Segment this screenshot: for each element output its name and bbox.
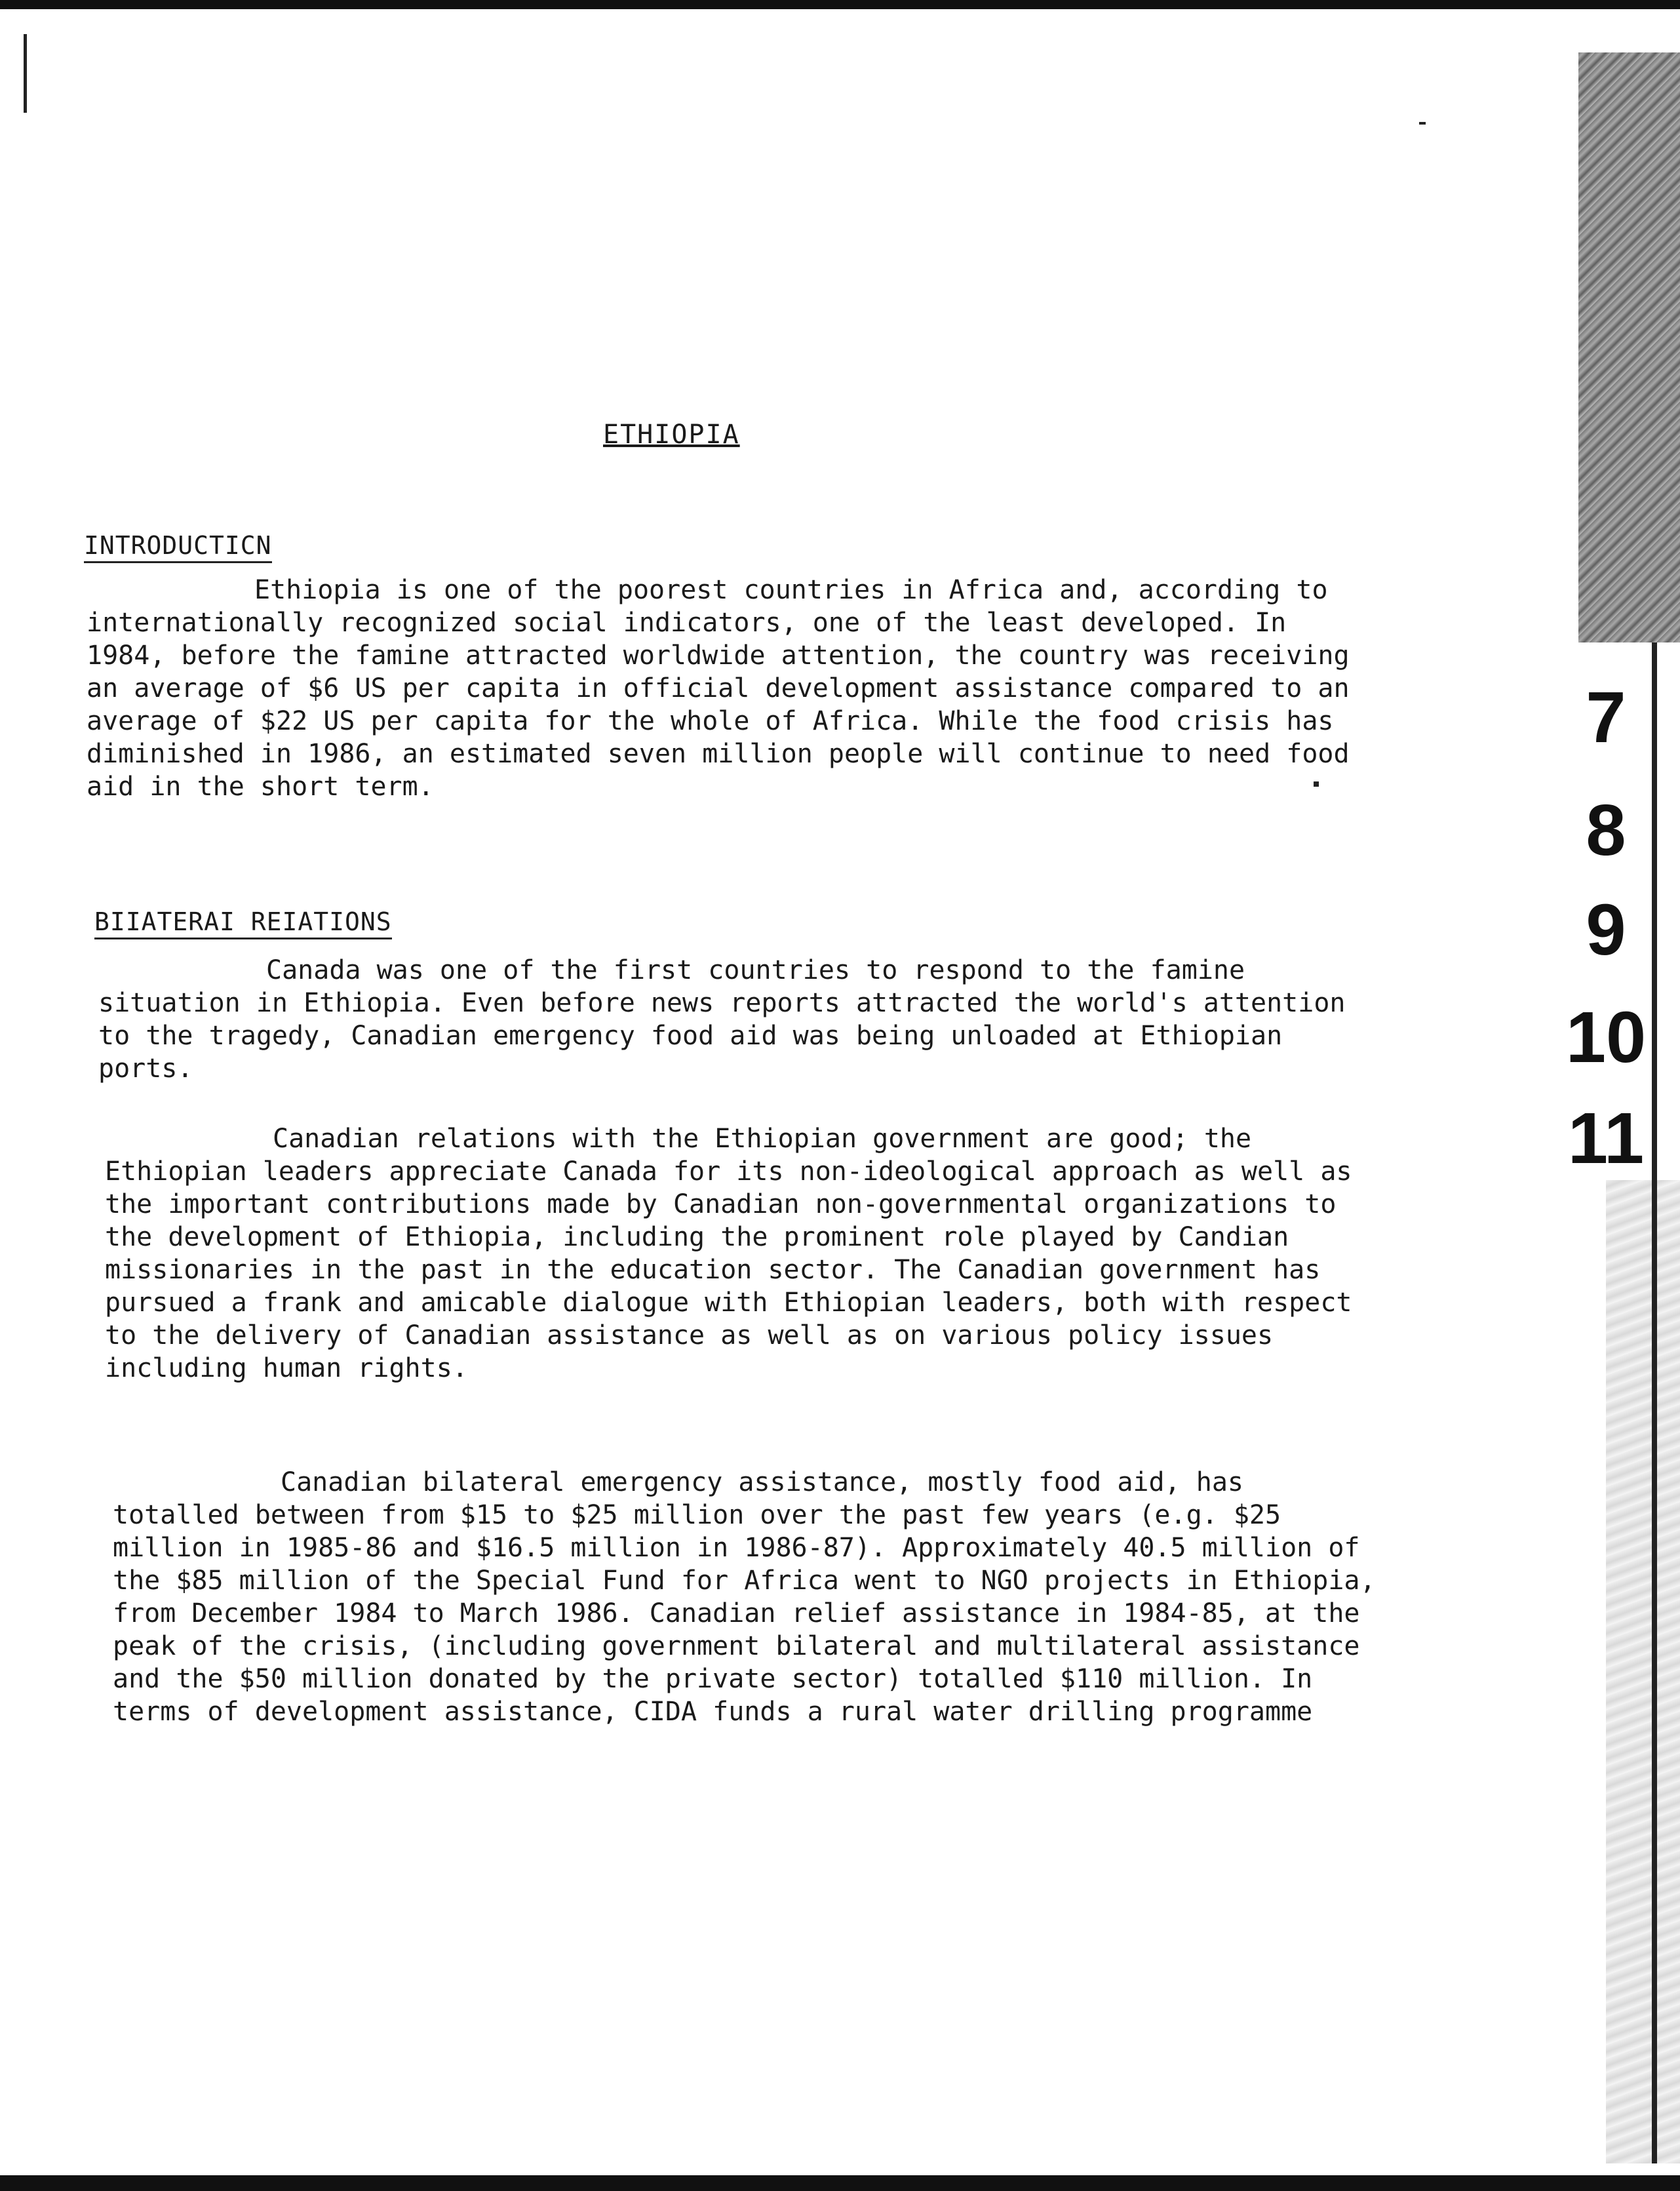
bilateral-paragraph-1-text: Canada was one of the first countries to respond to the famine situation in Ethiopia. Even before news reports attracted the world's attention to the tragedy, Canadian emergency food aid was being unloaded at Ethiopian ports. bbox=[98, 955, 1346, 1084]
intro-paragraph bbox=[87, 574, 1358, 803]
scan-speck bbox=[1314, 781, 1319, 787]
tab-strip-lower-shadow bbox=[1606, 1180, 1680, 2163]
intro-paragraph-text: Ethiopia is one of the poorest countries in Africa and, according to internationally recognized social indicators, one of the least developed. In 1984, before the famine attracted worldwide attention, the country was receiving an average of $6 US per capita in official development assistance compared to an average of $22 US per capita for the whole of Africa. While the food crisis has diminished in 1986, an estimated seven million people will continue to need food aid in the short term. bbox=[87, 575, 1350, 802]
scan-speck bbox=[1419, 122, 1426, 125]
scan-bottom-edge bbox=[0, 2175, 1680, 2191]
section-heading-introduction: INTRODUCTICN bbox=[84, 531, 272, 563]
tab-strip-edge bbox=[1652, 642, 1657, 2163]
bilateral-paragraph-3 bbox=[113, 1466, 1384, 1728]
scan-top-edge bbox=[0, 0, 1680, 9]
index-tab-10[interactable]: 10 bbox=[1565, 997, 1647, 1078]
bilateral-paragraph-3-text: Canadian bilateral emergency assistance, mostly food aid, has totalled between from $15 to $25 million over the past few years (e.g. $25 million in 1985-86 and $16.5 million in 1986-87). Approximately 40.5 million of the $85 million of the Special Fund for Africa went to NGO projects in Ethiopia, from December 1984 to March 1986. Canadian relief assistance in 1984-85, at the peak of the crisis, (including government bilateral and multilateral assistance and the $50 million donated by the private sector) totalled $110 million. In terms of development assistance, CIDA funds a rural water drilling programme bbox=[113, 1467, 1376, 1727]
index-tab-7[interactable]: 7 bbox=[1586, 677, 1626, 758]
bilateral-paragraph-2-text: Canadian relations with the Ethiopian government are good; the Ethiopian leaders appreciate Canada for its non-ideological approach as well as the important contributions made by Canadian non-governmental organizations to the development of Ethiopia, including the prominent role played by Candian missionaries in the past in the education sector. The Canadian government has pursued a frank and amicable dialogue with Ethiopian leaders, both with respect to the delivery of Canadian assistance as well as on various policy issues including human rights. bbox=[105, 1124, 1352, 1383]
bilateral-paragraph-1 bbox=[98, 954, 1370, 1085]
bilateral-paragraph-2 bbox=[105, 1122, 1377, 1385]
section-heading-bilateral-relations: BIIATERAI REIATIONS bbox=[94, 907, 392, 939]
index-tab-11[interactable]: 11 bbox=[1567, 1098, 1645, 1179]
index-tab-9[interactable]: 9 bbox=[1586, 890, 1626, 970]
page-title: ETHIOPIA bbox=[603, 420, 740, 450]
margin-mark bbox=[24, 34, 27, 113]
index-tab-8[interactable]: 8 bbox=[1586, 790, 1626, 871]
tab-strip-shadow bbox=[1578, 52, 1680, 642]
